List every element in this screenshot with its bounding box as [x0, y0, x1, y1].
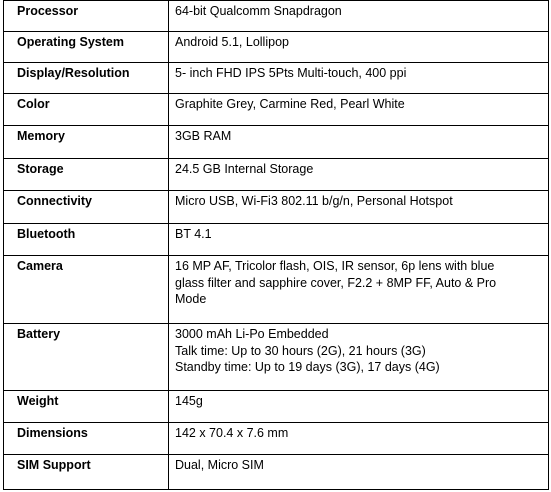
spec-value-line: 5- inch FHD IPS 5Pts Multi-touch, 400 ppi — [175, 66, 407, 80]
spec-value-line: glass filter and sapphire cover, F2.2 + 8MP FF, Auto & Pro — [175, 275, 497, 290]
spec-value — [169, 256, 549, 324]
table-row — [4, 391, 549, 423]
spec-value — [169, 191, 549, 224]
spec-value-line: Graphite Grey, Carmine Red, Pearl White — [175, 97, 405, 111]
spec-value — [169, 324, 549, 391]
spec-label: Memory — [4, 126, 169, 159]
table-row — [4, 191, 549, 224]
table-row — [4, 159, 549, 191]
spec-value-line: 16 MP AF, Tricolor flash, OIS, IR sensor, 6p lens with blue — [175, 259, 495, 273]
specs-table — [3, 0, 549, 490]
spec-label: Dimensions — [4, 423, 169, 455]
spec-label: Operating System — [4, 32, 169, 63]
spec-label: Display/Resolution — [4, 63, 169, 94]
spec-value-line: 142 x 70.4 x 7.6 mm — [175, 426, 289, 440]
spec-value-line: 3000 mAh Li-Po Embedded — [175, 327, 329, 341]
spec-label: Camera — [4, 256, 169, 324]
spec-value-line: Micro USB, Wi-Fi3 802.11 b/g/n, Personal Hotspot — [175, 194, 453, 208]
spec-value — [169, 455, 549, 490]
spec-label: Connectivity — [4, 191, 169, 224]
spec-value-line: 64-bit Qualcomm Snapdragon — [175, 4, 342, 18]
spec-label: Storage — [4, 159, 169, 191]
spec-value — [169, 423, 549, 455]
table-row — [4, 455, 549, 490]
spec-value-line: 3GB RAM — [175, 129, 232, 143]
spec-label: Bluetooth — [4, 224, 169, 256]
table-row — [4, 32, 549, 63]
spec-label: Weight — [4, 391, 169, 423]
spec-value — [169, 94, 549, 126]
spec-label: SIM Support — [4, 455, 169, 490]
spec-value-line: Dual, Micro SIM — [175, 458, 264, 472]
spec-value-line: BT 4.1 — [175, 227, 212, 241]
spec-label: Color — [4, 94, 169, 126]
spec-value — [169, 1, 549, 32]
table-row — [4, 126, 549, 159]
table-row — [4, 256, 549, 324]
table-row — [4, 94, 549, 126]
spec-value-line: 24.5 GB Internal Storage — [175, 162, 314, 176]
spec-value — [169, 159, 549, 191]
spec-value-line: Talk time: Up to 30 hours (2G), 21 hours (3G) — [175, 343, 426, 358]
table-row — [4, 63, 549, 94]
table-row — [4, 324, 549, 391]
spec-value-line: 145g — [175, 394, 203, 408]
spec-value — [169, 63, 549, 94]
spec-value-line: Mode — [175, 292, 207, 306]
table-row — [4, 423, 549, 455]
spec-value — [169, 126, 549, 159]
spec-value-line: Android 5.1, Lollipop — [175, 35, 289, 49]
spec-value-line: Standby time: Up to 19 days (3G), 17 days (4G) — [175, 360, 440, 374]
spec-value — [169, 32, 549, 63]
spec-label: Processor — [4, 1, 169, 32]
table-row — [4, 224, 549, 256]
spec-value — [169, 224, 549, 256]
spec-value — [169, 391, 549, 423]
spec-label: Battery — [4, 324, 169, 391]
table-row — [4, 1, 549, 32]
